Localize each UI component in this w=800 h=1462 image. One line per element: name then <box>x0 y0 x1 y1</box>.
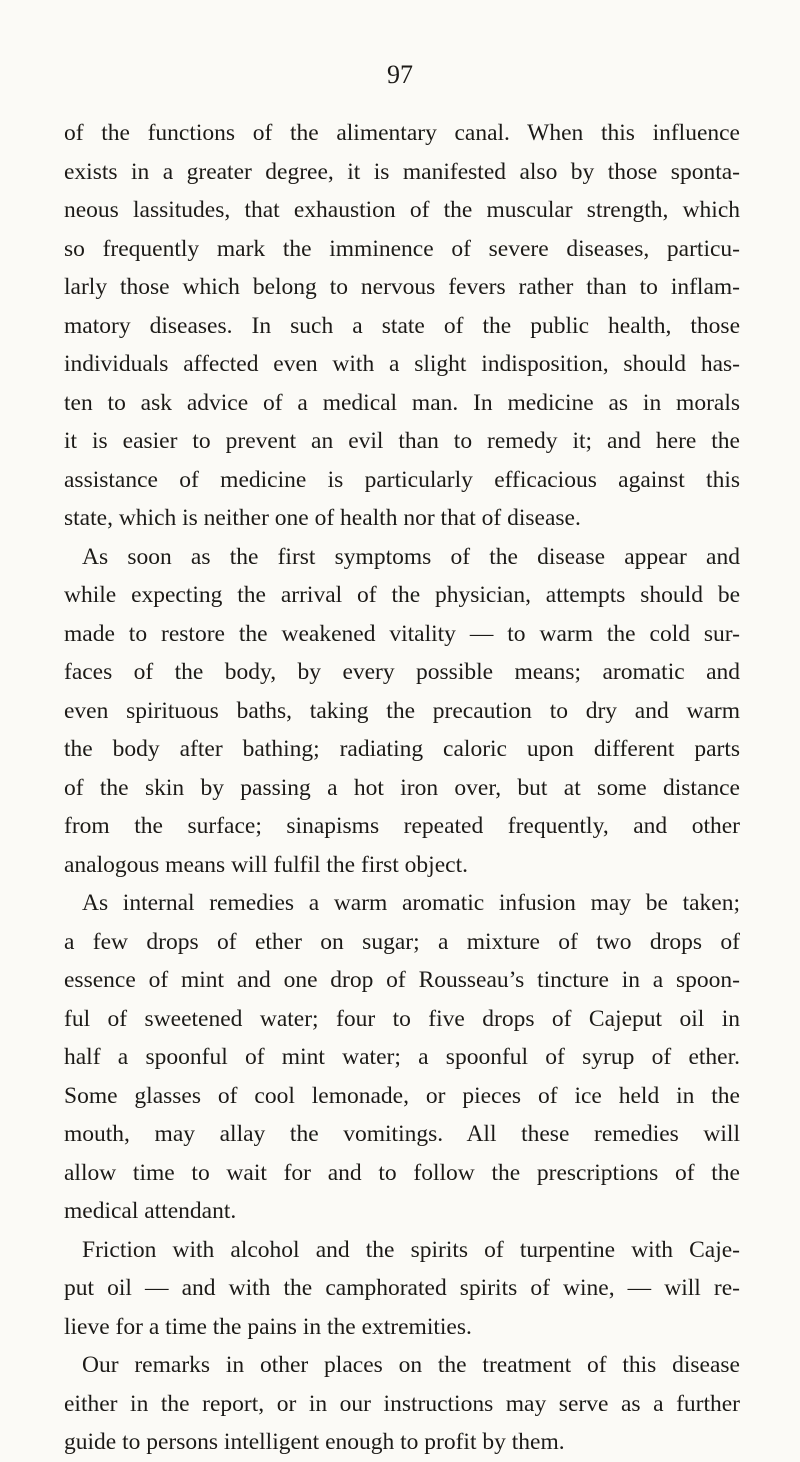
paragraph <box>64 884 740 1231</box>
page-number: 97 <box>387 60 413 89</box>
text-line: made to restore the weakened vitality — to warm the cold sur- <box>64 620 740 647</box>
text-line: while expecting the arrival of the physician, attempts should be <box>64 582 740 608</box>
text-line: matory diseases. In such a state of the public health, those <box>64 312 740 339</box>
text-line: so frequently mark the imminence of severe diseases, particu- <box>64 235 740 262</box>
text-line: individuals affected even with a slight indisposition, should has- <box>64 351 740 377</box>
text-line: faces of the body, by every possible means; aromatic and <box>64 659 740 685</box>
text-line: As soon as the first symptoms of the disease appear and <box>82 543 740 570</box>
text-line: ten to ask advice of a medical man. In medicine as in morals <box>64 389 740 416</box>
text-line: the body after bathing; radiating caloric upon different parts <box>64 736 740 762</box>
body-text <box>64 114 740 1462</box>
text-line: put oil — and with the camphorated spirits of wine, — will re- <box>64 1275 740 1301</box>
paragraph <box>64 1346 740 1462</box>
text-line: state, which is neither one of health nor that of disease. <box>64 505 581 531</box>
text-line: half a spoonful of mint water; a spoonful of syrup of ether. <box>64 1044 740 1070</box>
text-line: neous lassitudes, that exhaustion of the muscular strength, which <box>64 197 740 223</box>
text-line: mouth, may allay the vomitings. All these remedies will <box>64 1121 740 1147</box>
paragraph <box>64 538 740 885</box>
text-line: either in the report, or in our instructions may serve as a further <box>64 1390 740 1417</box>
text-line: ful of sweetened water; four to five drops of Cajeput oil in <box>64 1005 740 1032</box>
paragraph <box>64 114 740 538</box>
text-line: of the skin by passing a hot iron over, but at some distance <box>64 774 740 801</box>
text-line: exists in a greater degree, it is manifested also by those sponta- <box>64 158 740 185</box>
text-line: assistance of medicine is particularly efficacious against this <box>64 466 740 493</box>
text-line: Friction with alcohol and the spirits of turpentine with Caje- <box>82 1236 740 1263</box>
text-line: essence of mint and one drop of Rousseau’s tincture in a spoon- <box>64 967 740 993</box>
text-line: from the surface; sinapisms repeated frequently, and other <box>64 813 740 839</box>
text-line: larly those which belong to nervous fevers rather than to inflam- <box>64 274 740 300</box>
text-line: it is easier to prevent an evil than to remedy it; and here the <box>64 428 740 454</box>
text-line: of the functions of the alimentary canal. When this influence <box>64 120 740 146</box>
text-line: Some glasses of cool lemonade, or pieces of ice held in the <box>64 1082 740 1109</box>
text-line: even spirituous baths, taking the precaution to dry and warm <box>64 697 740 724</box>
paragraph <box>64 1231 740 1347</box>
text-line: a few drops of ether on sugar; a mixture of two drops of <box>64 928 740 955</box>
text-line: allow time to wait for and to follow the prescriptions of the <box>64 1159 740 1186</box>
text-line: As internal remedies a warm aromatic infusion may be taken; <box>82 890 740 916</box>
text-line: guide to persons intelligent enough to profit by them. <box>64 1429 565 1455</box>
text-line: medical attendant. <box>64 1198 237 1224</box>
text-line: analogous means will fulfil the first object. <box>64 851 468 878</box>
text-line: lieve for a time the pains in the extremities. <box>64 1313 472 1340</box>
text-line: Our remarks in other places on the treatment of this disease <box>82 1352 740 1378</box>
